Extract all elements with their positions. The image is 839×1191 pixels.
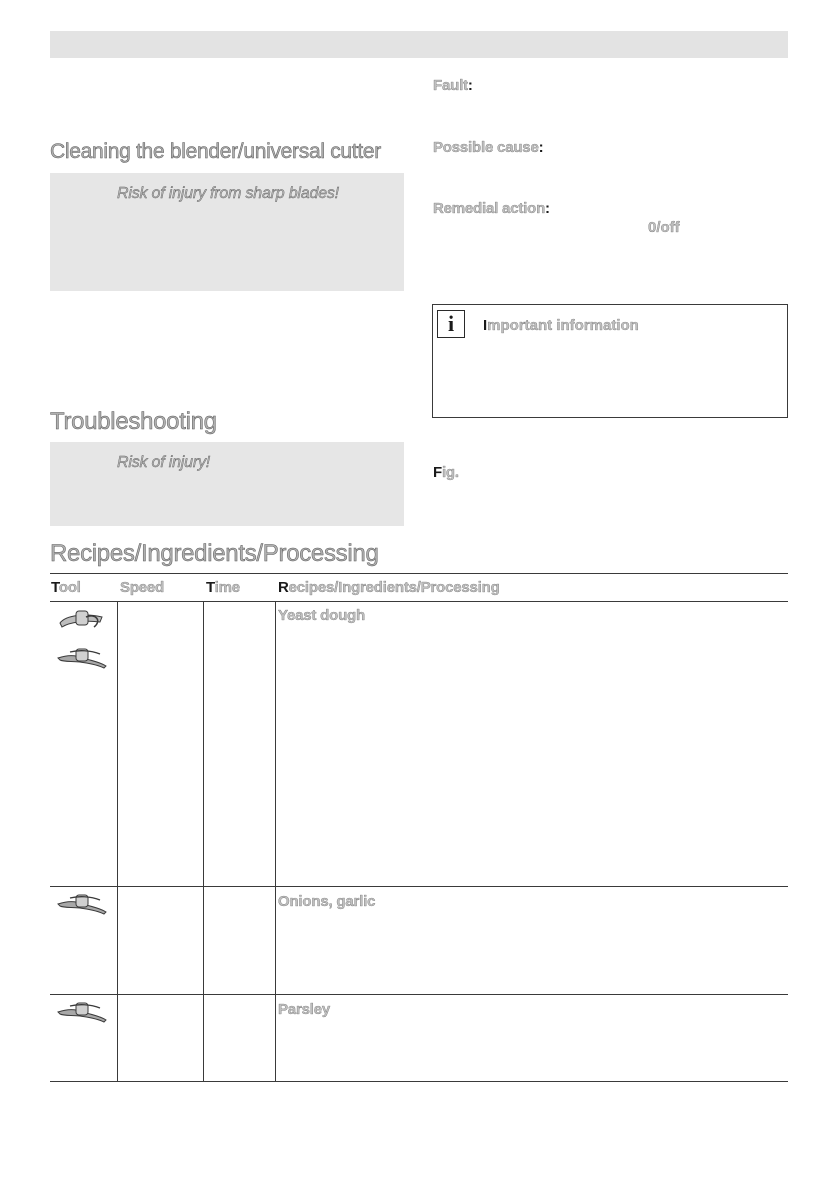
row-rule — [50, 886, 788, 887]
cleaning-heading: Cleaning the blender/universal cutter — [50, 140, 381, 163]
info-title: Important information — [483, 317, 639, 334]
column-divider — [275, 602, 276, 1081]
off-switch-text: 0/off — [648, 219, 680, 236]
troubleshooting-warning-box — [50, 442, 404, 526]
recipe-name: Yeast dough — [278, 607, 365, 624]
figure-label: Fig. — [433, 464, 459, 481]
header-tool: Tool — [51, 579, 81, 596]
blade-icon — [56, 646, 108, 670]
fault-label: Fault: — [433, 77, 473, 94]
header-speed: Speed — [120, 579, 165, 596]
blade-icon — [56, 892, 108, 916]
header-recipes: Recipes/Ingredients/Processing — [278, 579, 500, 596]
kneading-hook-icon — [56, 607, 106, 633]
troubleshooting-heading: Troubleshooting — [50, 408, 217, 435]
header-time: Time — [206, 579, 240, 596]
header-bar — [50, 31, 788, 58]
column-divider — [203, 602, 204, 1081]
important-info-box — [432, 304, 788, 418]
blade-icon — [56, 1000, 108, 1024]
table-top-rule — [50, 573, 788, 574]
cleaning-warning-text: Risk of injury from sharp blades! — [117, 185, 339, 202]
possible-cause-label: Possible cause: — [433, 139, 544, 156]
info-icon: i — [437, 310, 465, 338]
column-divider — [117, 602, 118, 1081]
table-bottom-rule — [50, 1081, 788, 1082]
remedial-action-label: Remedial action: — [433, 200, 550, 217]
recipe-name: Parsley — [278, 1001, 330, 1018]
recipe-name: Onions, garlic — [278, 893, 376, 910]
troubleshooting-warning-text: Risk of injury! — [117, 454, 211, 471]
cleaning-warning-box — [50, 173, 404, 291]
table-header-rule — [50, 601, 788, 602]
row-rule — [50, 994, 788, 995]
recipes-heading: Recipes/Ingredients/Processing — [50, 540, 379, 567]
